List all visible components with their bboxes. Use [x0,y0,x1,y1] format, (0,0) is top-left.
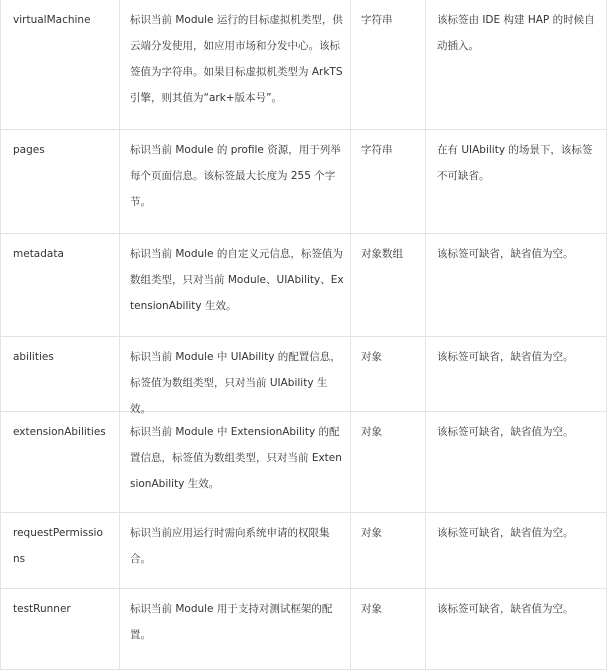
table-row [1,412,606,513]
property-description: 标识当前 Module 的自定义元信息，标签值为数组类型，只对当前 Module、UIAbility、ExtensionAbility 生效。 [119,234,350,336]
property-type: 对象 [350,412,425,512]
property-description: 标识当前 Module 中 ExtensionAbility 的配置信息，标签值为数组类型，只对当前 ExtensionAbility 生效。 [119,412,350,512]
property-description: 标识当前 Module 中 UIAbility 的配置信息，标签值为数组类型，只对当前 UIAbility 生效。 [119,337,350,411]
property-description: 标识当前 Module 运行的目标虚拟机类型，供云端分发使用，如应用市场和分发中心。该标签值为字符串。如果目标虚拟机类型为 ArkTS 引擎，则其值为“ark+版本号”。 [119,0,350,129]
table-row [1,234,606,337]
property-name: metadata [13,248,64,260]
table-row [1,589,606,670]
property-description: 标识当前 Module 的 profile 资源，用于列举每个页面信息。该标签最大长度为 255 个字节。 [119,130,350,233]
table-row [1,337,606,415]
property-description: 标识当前应用运行时需向系统申请的权限集合。 [119,513,350,588]
property-name: virtualMachine [13,14,91,26]
property-note: 该标签可缺省，缺省值为空。 [425,589,606,669]
property-name: pages [13,144,45,156]
property-note: 该标签由 IDE 构建 HAP 的时候自动插入。 [425,0,606,129]
property-note: 该标签可缺省，缺省值为空。 [425,337,606,411]
property-name: extensionAbilities [13,426,106,438]
property-type: 字符串 [350,0,425,129]
property-note: 该标签可缺省，缺省值为空。 [425,412,606,512]
property-note: 在有 UIAbility 的场景下，该标签不可缺省。 [425,130,606,233]
table-row [1,130,606,234]
property-name: testRunner [13,603,71,615]
property-description: 标识当前 Module 用于支持对测试框架的配置。 [119,589,350,669]
table-row [1,513,606,589]
property-type: 对象 [350,589,425,669]
property-note: 该标签可缺省，缺省值为空。 [425,234,606,336]
property-type: 字符串 [350,130,425,233]
property-name: abilities [13,351,54,363]
property-name: requestPermissions [13,527,103,565]
property-note: 该标签可缺省，缺省值为空。 [425,513,606,588]
property-type: 对象 [350,337,425,411]
property-type: 对象 [350,513,425,588]
table-row [1,0,606,130]
property-type: 对象数组 [350,234,425,336]
